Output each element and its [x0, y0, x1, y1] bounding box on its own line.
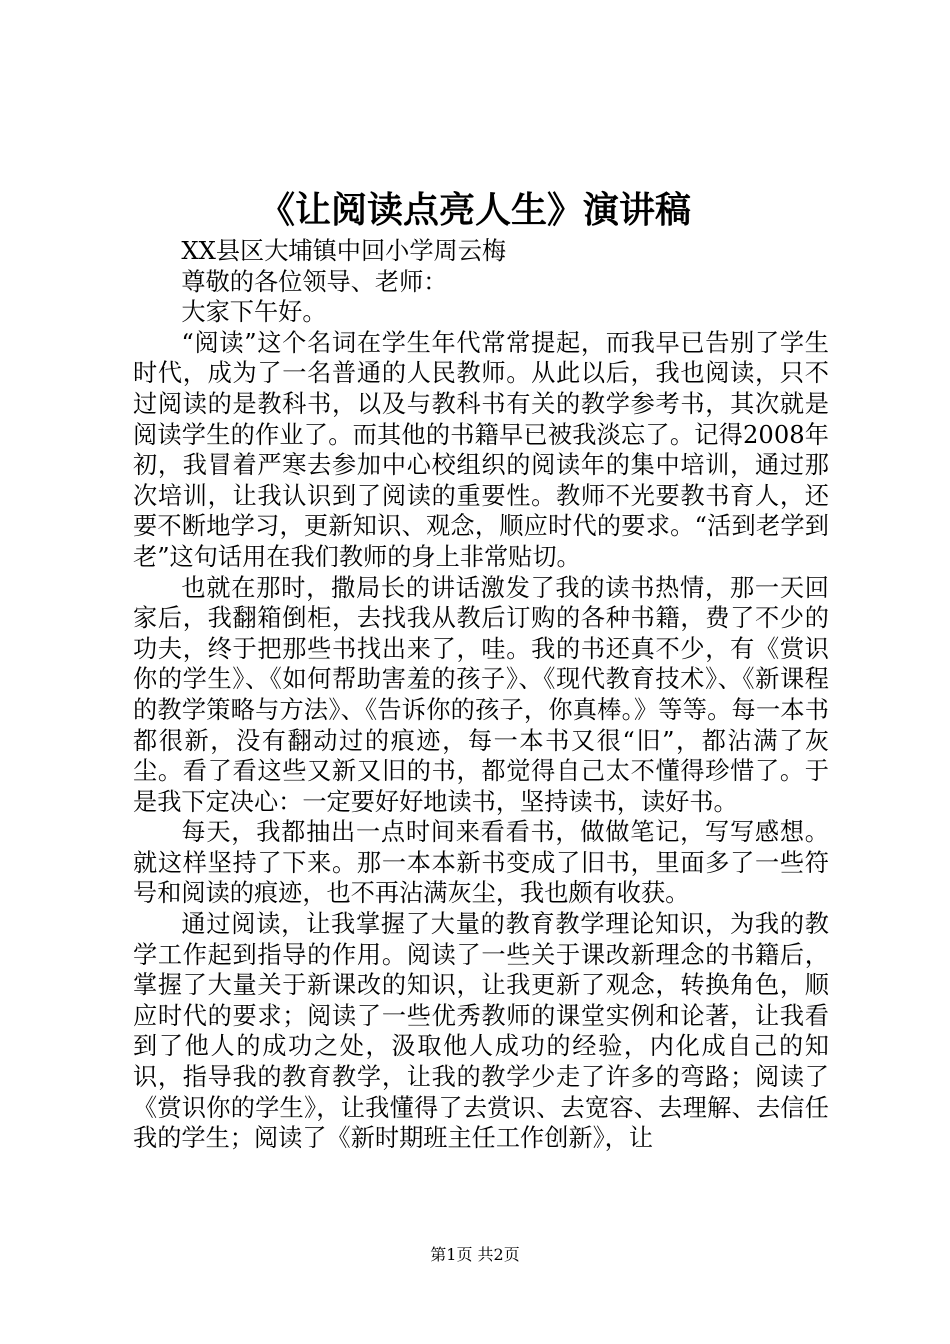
paragraph: 也就在那时，撒局长的讲话激发了我的读书热情，那一天回家后，我翻箱倒柜，去找我从教后订购的各种书籍，费了不少的功夫，终于把那些书找出来了，哇。我的书还真不少，有《赏识你的学生》、《如何帮助害羞的孩子》、《现代教育技术》、《新课程的教学策略与方法》、《告诉你的孩子，你真棒。》等等。每一本书都很新，没有翻动过的痕迹，每一本书又很“旧”，都沾满了灰尘。看了看这些又新又旧的书，都觉得自己太不懂得珍惜了。于是我下定决心：一定要好好地读书，坚持读书，读好书。	[133, 573, 829, 816]
paragraph: 每天，我都抽出一点时间来看看书，做做笔记，写写感想。就这样坚持了下来。那一本本新书变成了旧书，里面多了一些符号和阅读的痕迹，也不再沾满灰尘，我也颇有收获。	[133, 818, 829, 908]
author-line: XX县区大埔镇中回小学周云梅	[181, 237, 507, 265]
document-title: 《让阅读点亮人生》演讲稿	[258, 189, 691, 231]
salutation: 尊敬的各位领导、老师：	[181, 267, 448, 296]
paragraph: 通过阅读，让我掌握了大量的教育教学理论知识，为我的教学工作起到指导的作用。阅读了一些关于课改新理念的书籍后，掌握了大量关于新课改的知识，让我更新了观念，转换角色，顺应时代的要求；阅读了一些优秀教师的课堂实例和论著，让我看到了他人的成功之处，汲取他人成功的经验，内化成自己的知识，指导我的教育教学，让我的教学少走了许多的弯路；阅读了《赏识你的学生》，让我懂得了去赏识、去宽容、去理解、去信任我的学生；阅读了《新时期班主任工作创新》，让	[133, 910, 829, 1153]
page-footer: 第1页 共2页	[430, 1245, 520, 1264]
greeting: 大家下午好。	[181, 298, 327, 327]
document-body	[133, 236, 829, 1154]
paragraph: “阅读”这个名词在学生年代常常提起，而我早已告别了学生时代，成为了一名普通的人民教师。从此以后，我也阅读，只不过阅读的是教科书，以及与教科书有关的教学参考书，其次就是阅读学生的作业了。而其他的书籍早已被我淡忘了。记得2008年初，我冒着严寒去参加中心校组织的阅读年的集中培训，通过那次培训，让我认识到了阅读的重要性。教师不光要教书育人，还要不断地学习，更新知识、观念，顺应时代的要求。“活到老学到老”这句话用在我们教师的身上非常贴切。	[133, 328, 829, 571]
